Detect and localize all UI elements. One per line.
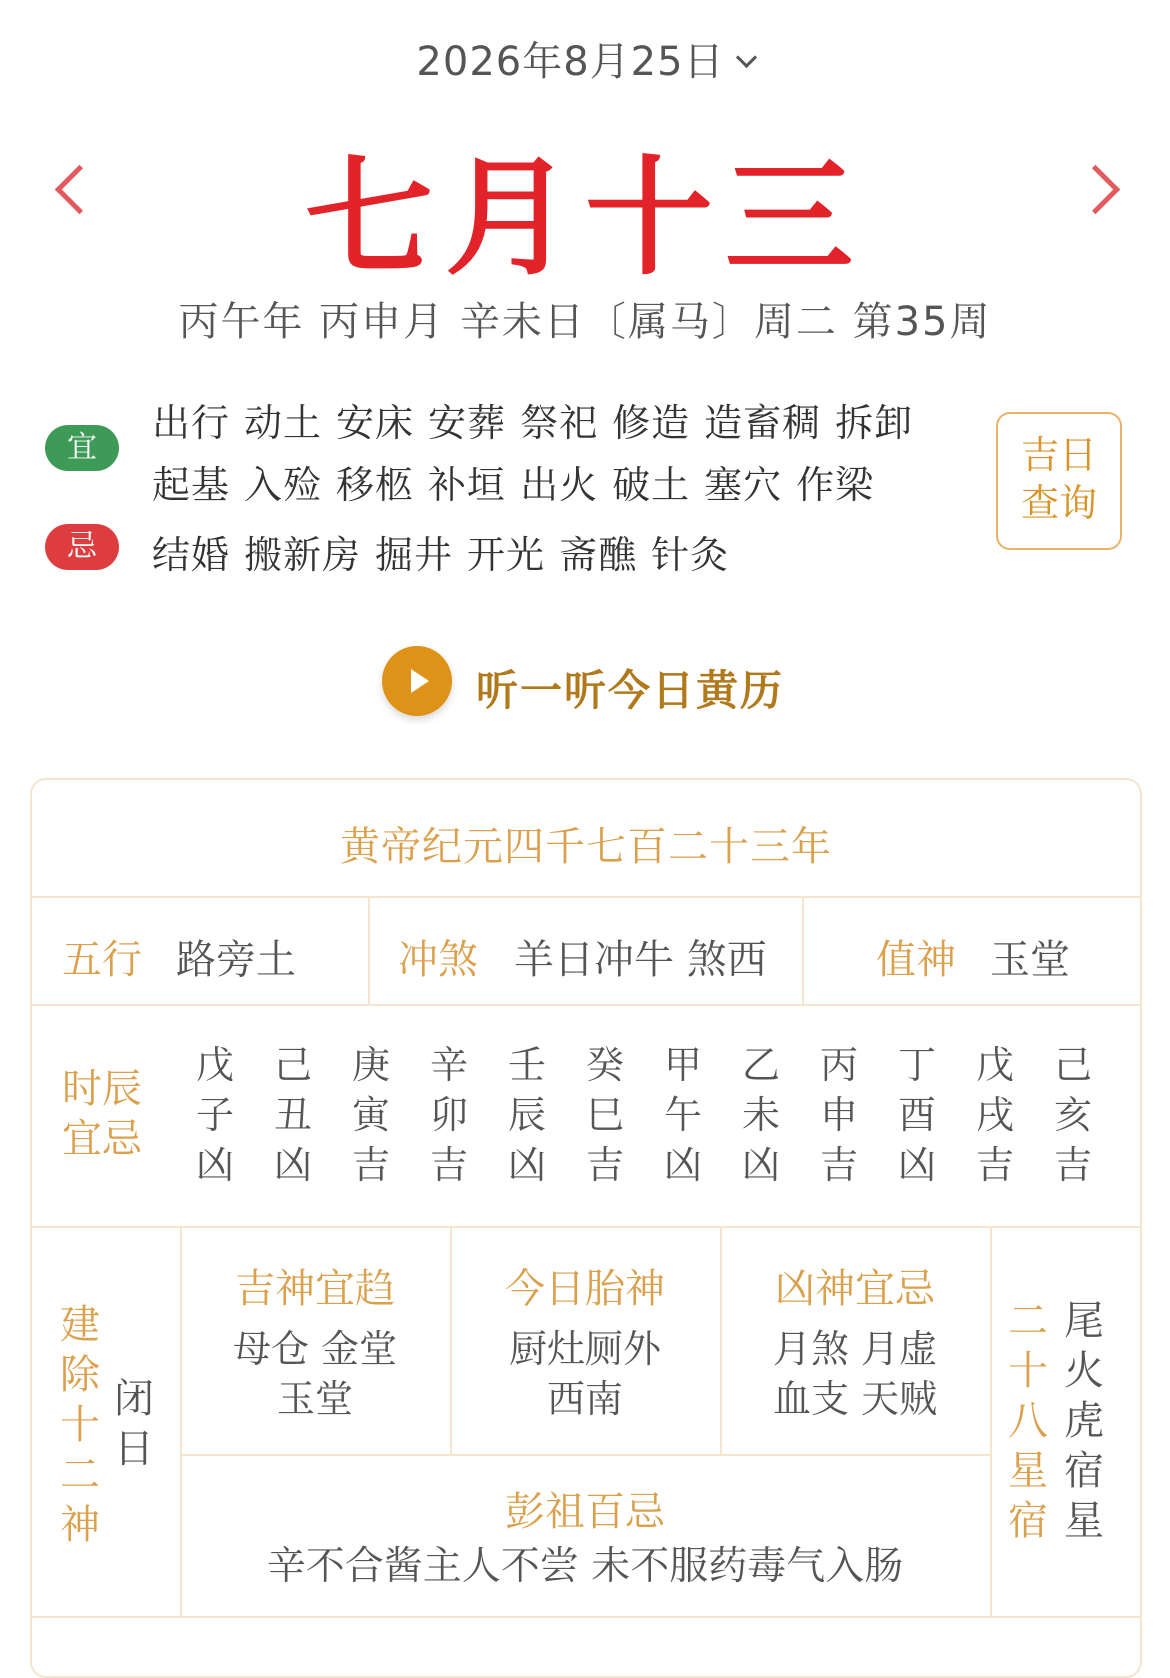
divider	[30, 1004, 1142, 1006]
xiu28-label	[1006, 1296, 1050, 1546]
pengzu-title: 彭祖百忌	[505, 1489, 665, 1535]
hour-stem: 乙	[741, 1043, 780, 1087]
hour-stem: 辛	[429, 1043, 468, 1087]
shichen-hour-column	[892, 1040, 942, 1190]
value-char: 宿	[1064, 1448, 1104, 1494]
era-title: 黄帝纪元四千七百二十三年	[340, 824, 832, 870]
hour-branch: 子	[195, 1093, 234, 1137]
yi-item: 移柩	[336, 463, 415, 507]
hour-stem: 丙	[819, 1043, 858, 1087]
button-label-line2: 查询	[1020, 481, 1097, 525]
jianchu-label	[58, 1300, 102, 1550]
ji-item: 针灸	[651, 533, 730, 577]
hour-luck: 凶	[741, 1143, 780, 1187]
hour-branch: 亥	[1053, 1093, 1092, 1137]
value-char: 尾	[1064, 1298, 1104, 1344]
shichen-label	[62, 1064, 142, 1164]
value-char: 闭	[114, 1376, 154, 1422]
label-char: 宿	[1008, 1498, 1048, 1544]
label-char: 二	[60, 1452, 100, 1498]
hour-luck: 吉	[351, 1143, 390, 1187]
divider	[180, 1454, 990, 1456]
value-char: 虎	[1064, 1398, 1104, 1444]
shichen-hour-column	[970, 1040, 1020, 1190]
hour-luck: 凶	[273, 1143, 312, 1187]
hour-stem: 癸	[585, 1043, 624, 1087]
hour-stem: 戊	[195, 1043, 234, 1087]
hour-stem: 甲	[663, 1043, 702, 1087]
shichen-label-line2: 宜忌	[62, 1116, 142, 1162]
wuxing-value: 路旁土	[176, 937, 296, 983]
divider	[368, 896, 370, 1004]
hour-branch: 卯	[429, 1093, 468, 1137]
button-label-line1: 吉日	[1020, 433, 1097, 477]
label-char: 除	[60, 1352, 100, 1398]
hour-stem: 庚	[351, 1043, 390, 1087]
hour-branch: 巳	[585, 1093, 624, 1137]
play-icon[interactable]	[382, 646, 452, 716]
shichen-label-line1: 时辰	[62, 1066, 142, 1112]
yi-item: 修造	[612, 401, 691, 445]
yi-item: 祭祀	[520, 401, 599, 445]
value-char: 火	[1064, 1348, 1104, 1394]
listen-almanac-label[interactable]: 听一听今日黄历	[476, 666, 785, 715]
label-char: 星	[1008, 1448, 1048, 1494]
ji-item: 搬新房	[244, 533, 362, 577]
ganzhi-line: 丙午年 丙申月 辛未日〔属马〕周二 第35周	[178, 299, 992, 345]
ji-item: 开光	[467, 533, 546, 577]
hour-luck: 凶	[663, 1143, 702, 1187]
label-char: 神	[60, 1502, 100, 1548]
hour-luck: 吉	[1053, 1143, 1092, 1187]
yi-items-line1	[152, 392, 927, 447]
yi-item: 拆卸	[835, 401, 914, 445]
date-selector[interactable]	[0, 30, 1170, 87]
yi-item: 入殓	[244, 463, 323, 507]
yi-item: 安葬	[428, 401, 507, 445]
yi-item: 动土	[244, 401, 323, 445]
yi-item: 破土	[612, 463, 691, 507]
yi-item: 补垣	[428, 463, 507, 507]
pengzu-text: 辛不合酱主人不尝 未不服药毒气入肠	[266, 1544, 904, 1589]
hour-luck: 吉	[819, 1143, 858, 1187]
taishen-line2: 西南	[546, 1377, 623, 1421]
hour-branch: 戌	[975, 1093, 1014, 1137]
hour-luck: 吉	[585, 1143, 624, 1187]
shichen-hour-column	[502, 1040, 552, 1190]
ji-item: 斋醮	[559, 533, 638, 577]
xiongshen-line2: 血支 天贼	[772, 1377, 938, 1421]
zhishen-value: 玉堂	[990, 937, 1070, 983]
zhishen-label: 值神	[876, 937, 956, 983]
hour-branch: 未	[741, 1093, 780, 1137]
hour-luck: 吉	[429, 1143, 468, 1187]
hour-luck: 凶	[507, 1143, 546, 1187]
hour-luck: 凶	[195, 1143, 234, 1187]
xiongshen-title: 凶神宜忌	[775, 1266, 935, 1312]
hour-stem: 戊	[975, 1043, 1014, 1087]
yi-items-line2	[152, 454, 888, 509]
jishen-line2: 玉堂	[276, 1377, 353, 1421]
divider	[30, 1226, 1142, 1228]
yi-item: 作梁	[796, 463, 875, 507]
auspicious-day-query-button[interactable]	[996, 412, 1122, 550]
hour-branch: 酉	[897, 1093, 936, 1137]
ji-items	[152, 524, 743, 579]
yi-badge: 宜	[45, 425, 119, 471]
lunar-date-title: 七月十三	[304, 143, 865, 293]
yi-item: 安床	[336, 401, 415, 445]
shichen-hour-column	[736, 1040, 786, 1190]
hour-luck: 凶	[897, 1143, 936, 1187]
hour-stem: 壬	[507, 1043, 546, 1087]
xiu28-value	[1062, 1296, 1106, 1546]
ji-item: 结婚	[152, 533, 231, 577]
label-char: 建	[60, 1302, 100, 1348]
hour-branch: 寅	[351, 1093, 390, 1137]
hour-stem: 己	[273, 1043, 312, 1087]
taishen-title: 今日胎神	[505, 1266, 665, 1312]
shichen-hour-column	[190, 1040, 240, 1190]
yi-item: 出行	[152, 401, 231, 445]
hour-branch: 申	[819, 1093, 858, 1137]
jianchu-value	[112, 1374, 156, 1474]
value-char: 日	[114, 1426, 154, 1472]
hour-branch: 辰	[507, 1093, 546, 1137]
wuxing-label: 五行	[62, 937, 142, 983]
shichen-hour-column	[658, 1040, 708, 1190]
shichen-hour-column	[424, 1040, 474, 1190]
yi-item: 塞穴	[704, 463, 783, 507]
shichen-hour-column	[1048, 1040, 1098, 1190]
divider	[990, 1226, 992, 1616]
hour-branch: 丑	[273, 1093, 312, 1137]
chongsha-label: 冲煞	[398, 937, 478, 983]
divider	[30, 1616, 1142, 1618]
date-text: 2026年8月25日	[416, 39, 725, 85]
divider	[802, 896, 804, 1004]
yi-item: 造畜稠	[704, 401, 822, 445]
label-char: 十	[60, 1402, 100, 1448]
taishen-line1: 厨灶厕外	[508, 1327, 661, 1371]
hour-stem: 丁	[897, 1043, 936, 1087]
shichen-hour-column	[268, 1040, 318, 1190]
label-char: 八	[1008, 1398, 1048, 1444]
shichen-hour-column	[814, 1040, 864, 1190]
ji-badge: 忌	[45, 524, 119, 570]
value-char: 星	[1064, 1498, 1104, 1544]
jishen-title: 吉神宜趋	[235, 1266, 395, 1312]
chevron-down-icon	[735, 47, 756, 68]
label-char: 二	[1008, 1298, 1048, 1344]
shichen-hour-column	[580, 1040, 630, 1190]
hour-branch: 午	[663, 1093, 702, 1137]
hour-luck: 吉	[975, 1143, 1014, 1187]
xiongshen-line1: 月煞 月虚	[772, 1327, 938, 1371]
divider	[30, 896, 1142, 898]
label-char: 十	[1008, 1348, 1048, 1394]
yi-item: 起基	[152, 463, 231, 507]
yi-item: 出火	[520, 463, 599, 507]
ji-item: 掘井	[375, 533, 454, 577]
jishen-line1: 母仓 金堂	[232, 1327, 398, 1371]
hour-stem: 己	[1053, 1043, 1092, 1087]
chongsha-value: 羊日冲牛 煞西	[514, 937, 767, 983]
shichen-hour-column	[346, 1040, 396, 1190]
